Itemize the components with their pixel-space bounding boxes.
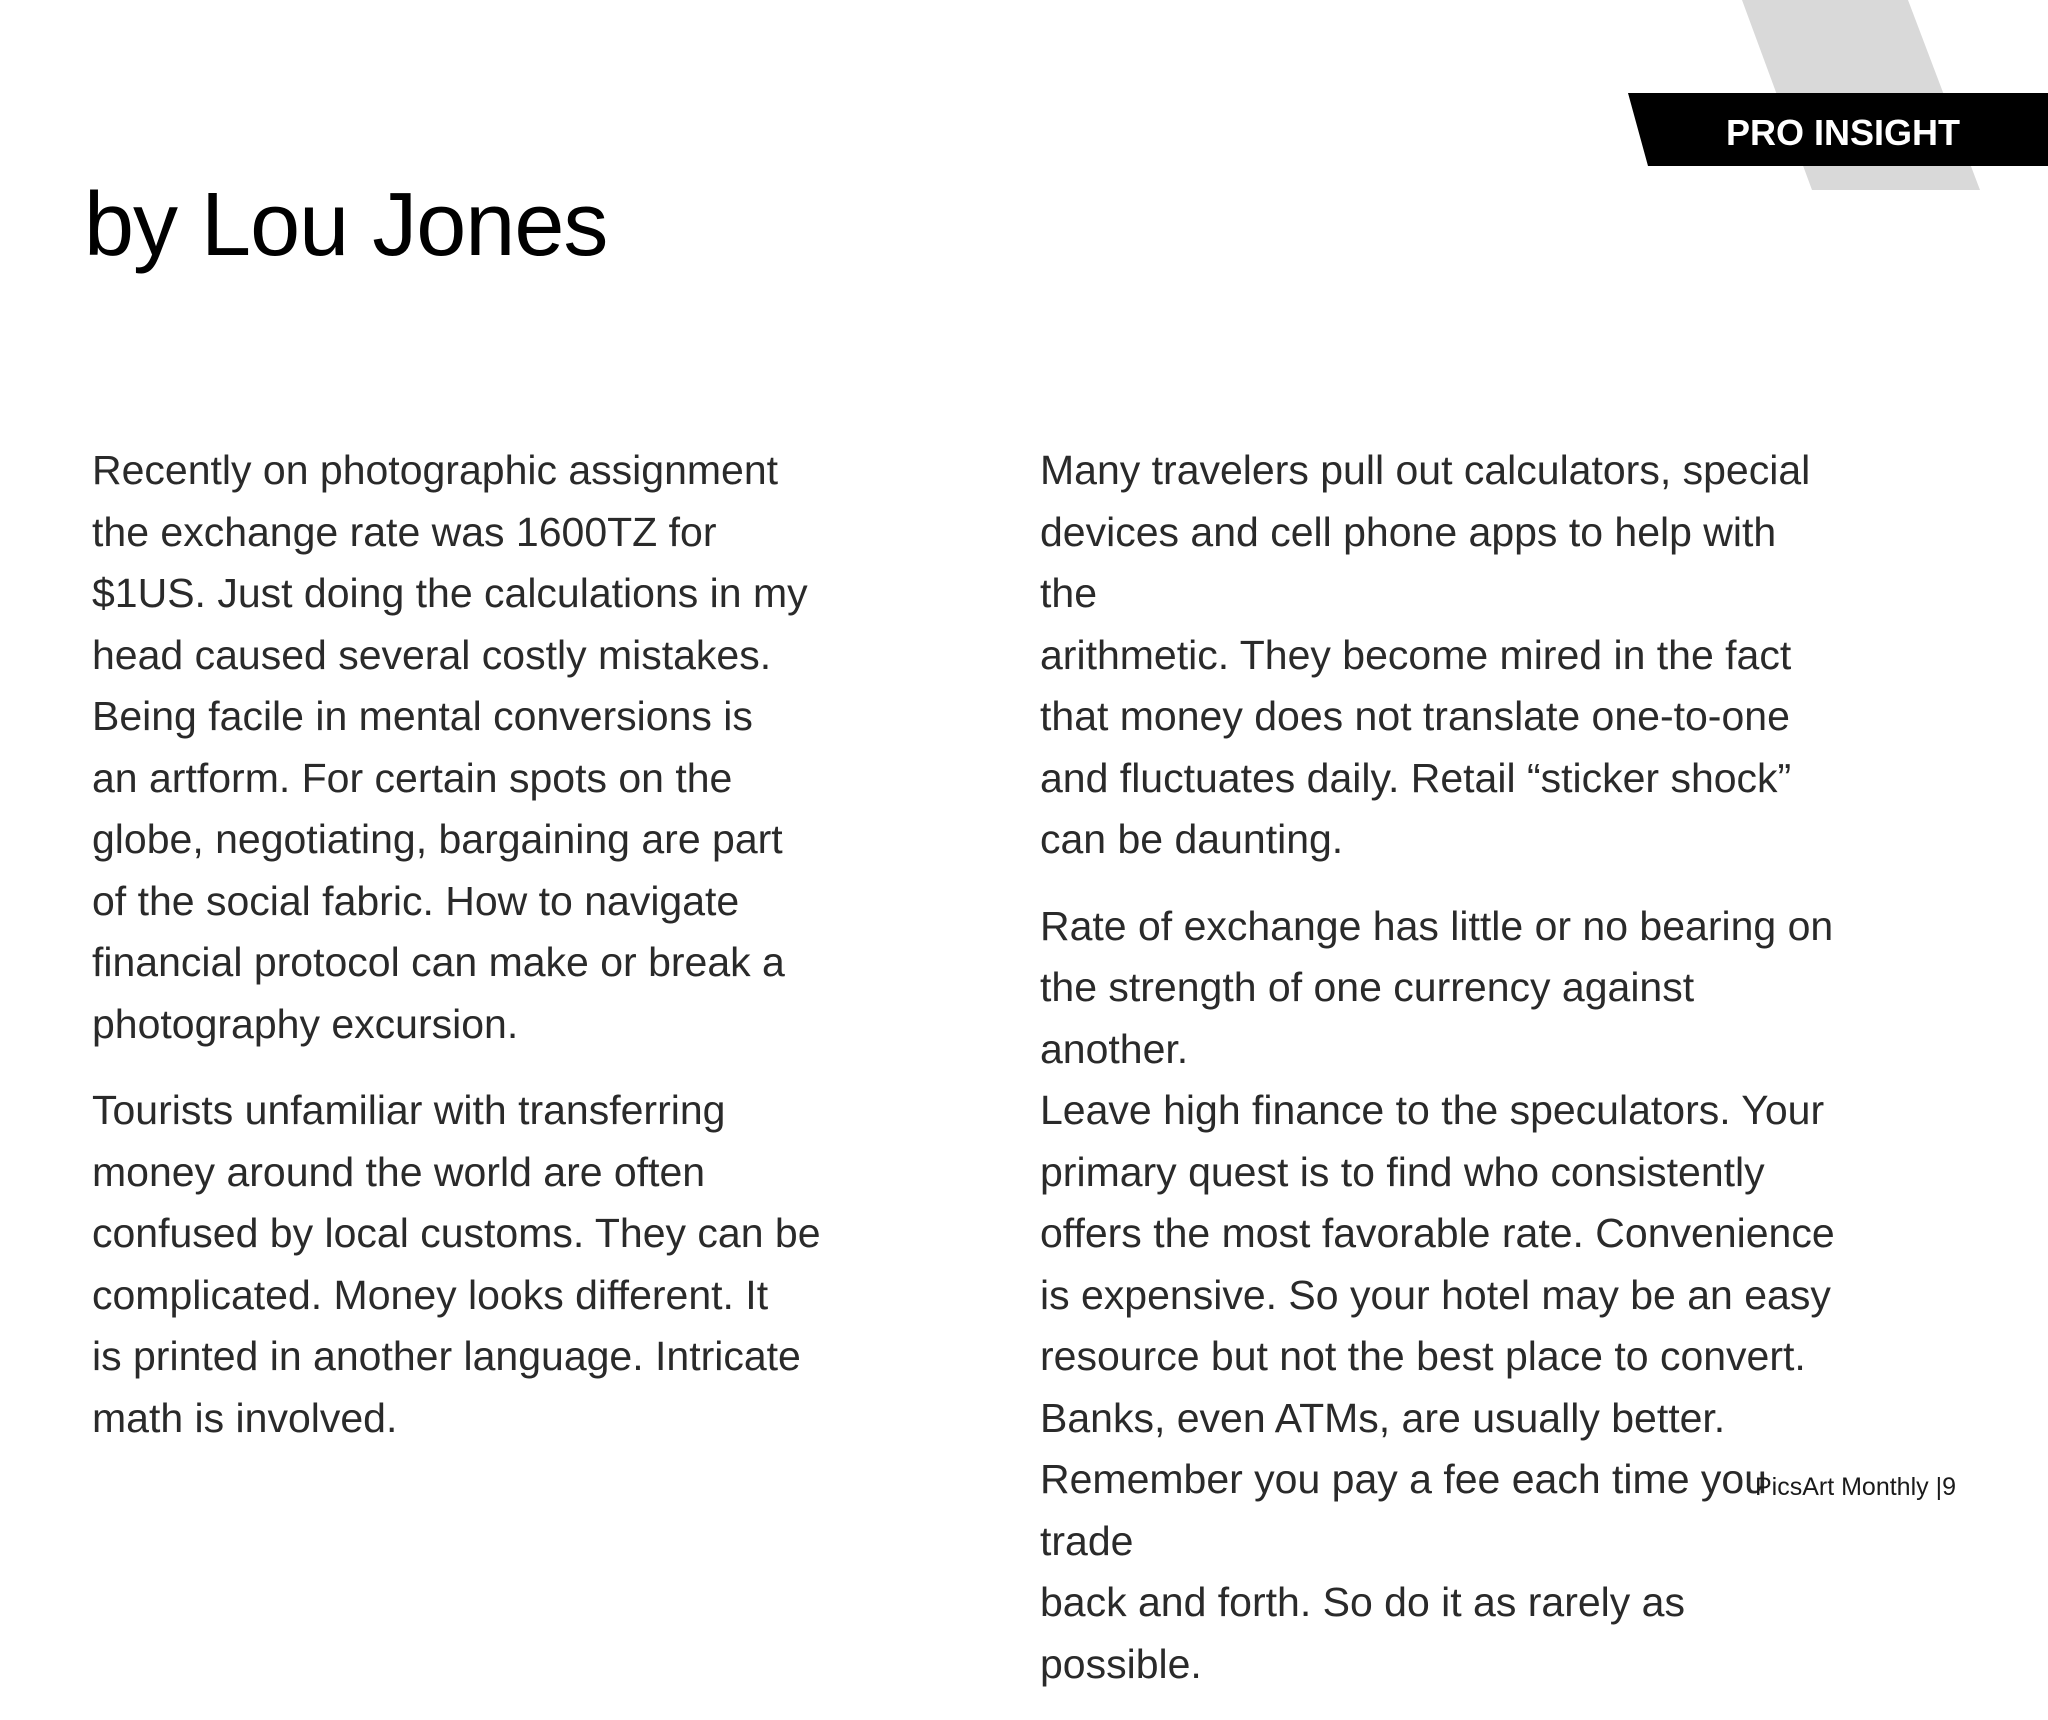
page-footer: PicsArt Monthly |9 [1754, 1473, 1956, 1501]
right-column [1040, 440, 1840, 1720]
paragraph: Tourists unfamiliar with transferring money around the world are often confused by local customs. They can be complicated. Money looks different. It is printed in another language. Intricate math is involved. [92, 1087, 821, 1441]
paragraph: Many travelers pull out calculators, special devices and cell phone apps to help with the arithmetic. They become mired in the fact that money does not translate one-to-one and fluctuates daily. Retail “sticker shock” can be daunting. [1040, 447, 1811, 862]
paragraph: Recently on photographic assignment the exchange rate was 1600TZ for $1US. Just doing the calculations in my head caused several costly mistakes. Being facile in mental conversions is an artform. For certain spots on the globe, negotiating, bargaining are part of the social fabric. How to navigate financial protocol can make or break a photography excursion. [92, 447, 808, 1047]
left-column [92, 440, 892, 1474]
section-label: PRO INSIGHT [1725, 112, 1960, 153]
byline: by Lou Jones [84, 175, 608, 275]
paragraph: Rate of exchange has little or no bearing on the strength of one currency against another. Leave high finance to the speculators. Your primary quest is to find who consistently offers the most favorable rate. Convenience is expensive. So your hotel may be an easy resource but not the best place to convert. Banks, even ATMs, are usually better. Remember you pay a fee each time you trade back and forth. So do it as rarely as possible. [1040, 902, 1835, 1687]
